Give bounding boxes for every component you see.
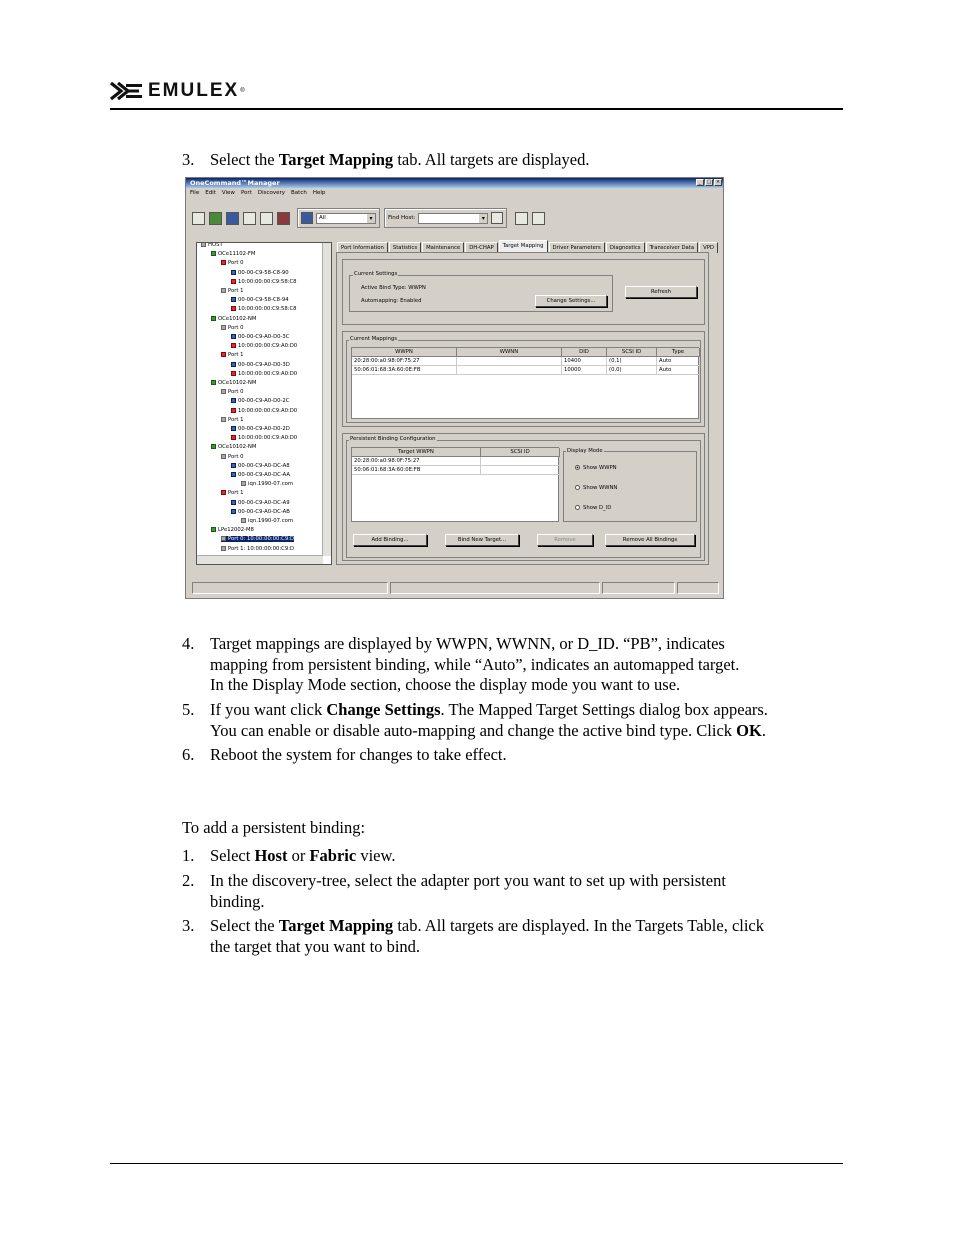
tree-node[interactable] [231,398,290,404]
step-number: 3. [182,916,195,935]
table-cell[interactable]: 10400 [562,357,607,366]
tree-node-label: Port 1: 10:00:00:00:C9:D [228,545,295,552]
tree-node-label: 00-00-C9-A0-DC-A9 [238,499,290,506]
tree-node-label: Port 0: 10:00:00:00:C9:D [228,536,295,543]
emulex-logo-icon [110,81,144,101]
tree-node-icon [241,518,246,523]
step-number: 6. [182,745,195,764]
header-rule [110,108,843,110]
column-header-type[interactable]: Type [657,348,700,357]
status-pane [677,582,719,594]
tree-node[interactable] [221,352,244,358]
radio-selected-icon[interactable] [575,465,580,470]
tree-node-icon [231,270,236,275]
tree-node-icon [221,325,226,330]
fabric-view-icon[interactable] [209,212,222,225]
persistent-binding-table [351,447,559,522]
tree-node-label: Port 0 [228,260,244,267]
toolbar [192,208,545,228]
tree-node-icon [221,417,226,422]
brand-name: EMULEX [148,80,240,101]
tree-node-label: iqn.1990-07.com [248,481,294,488]
tree-node[interactable] [241,518,293,524]
tree-node[interactable] [221,260,244,266]
table-cell[interactable] [457,366,562,375]
column-header-did[interactable]: DID [562,348,607,357]
menu-edit[interactable]: Edit [205,190,216,196]
tree-node[interactable] [221,389,244,395]
window-titlebar [186,178,723,188]
bind-type-label: Active Bind Type: WWPN [361,285,426,291]
tree-node[interactable] [241,481,293,487]
persistent-binding-title: Persistent Binding Configuration [350,436,436,442]
tree-node-label: 10:00:00:00:C9:A0:D0 [238,370,298,377]
step-number: 5. [182,700,195,719]
refresh-button[interactable]: Refresh [625,286,697,298]
tree-node-label: OCe10102-NM [218,315,257,322]
refresh-icon[interactable] [515,212,528,225]
minimize-button[interactable]: _ [696,179,704,186]
tree-node[interactable] [231,408,297,414]
tree-node-icon [221,260,226,265]
maximize-button[interactable]: □ [706,179,712,185]
filter-select[interactable]: All ▾ [316,213,376,224]
remove-all-bindings-button[interactable]: Remove All Bindings [605,534,695,546]
tree-node-label: 10:00:00:00:C9:A0:D0 [238,407,298,414]
step-number: 2. [182,871,195,890]
table-cell[interactable]: 20:28:00:a0:98:0F:75:27 [352,357,457,366]
tree-node[interactable] [231,306,297,312]
tree-node[interactable] [231,435,297,441]
menu-discovery[interactable]: Discovery [257,190,286,196]
discovery-icon[interactable] [260,212,273,225]
tab-driver-parameters[interactable]: Driver Parameters [549,242,605,253]
remove-button[interactable]: Remove [537,534,593,546]
tree-node[interactable] [221,536,294,542]
current-mappings-title: Current Mappings [350,336,398,342]
tab-dh-chap[interactable]: DH-CHAP [465,242,497,253]
tree-node-label: 10:00:00:00:C9:A0:D0 [238,343,298,350]
close-button[interactable]: × [715,179,721,185]
tree-node-icon [221,288,226,293]
intro-text: To add a persistent binding: [182,818,366,837]
tree-node-label: HOST [208,242,223,248]
tree-node-icon [231,371,236,376]
radio-show-wwpn[interactable]: Show WWPN [575,465,617,471]
tree-node-icon [211,251,216,256]
tree-node[interactable] [221,454,244,460]
tree-node-icon [231,343,236,348]
tree-node-icon [201,242,206,247]
tree-node-label: 00-00-C9-A0-DC-AB [238,508,290,515]
tree-node-icon [221,490,226,495]
tree-node-icon [221,454,226,459]
display-mode-title: Display Mode [567,448,603,454]
tree-node-icon [221,546,226,551]
virtual-ports-icon[interactable] [226,212,239,225]
tree-node[interactable] [231,343,297,349]
emulex-logo [110,80,245,102]
tree-node[interactable] [211,251,256,257]
menu-file[interactable]: File [190,190,200,196]
column-header-scsi-id[interactable]: SCSI ID [481,448,560,457]
status-pane [192,582,388,594]
tree-node[interactable] [231,509,290,515]
step-text: Target mappings are displayed by WWPN, WWNN, or D_ID. “PB”, indicates mapping from persistent binding, while “Auto”, indicates an automapped target. In the Display Mode section, choose the display mode you want to use. [210,634,740,694]
menu-help[interactable]: Help [312,190,326,196]
table-cell[interactable]: 10000 [562,366,607,375]
tree-node[interactable] [221,490,244,496]
tree-node[interactable] [221,417,244,423]
tab-port-information[interactable]: Port Information [337,242,388,253]
tree-node-icon [211,316,216,321]
find-host-group [384,208,507,228]
tree-node-icon [211,527,216,532]
current-settings-title: Current Settings [354,271,398,277]
driver-icon[interactable] [243,212,256,225]
tree-node[interactable] [201,242,223,248]
tree-node-icon [231,297,236,302]
step-text: Select the Target Mapping tab. All targets are displayed. [210,150,590,169]
radio-icon[interactable] [575,485,580,490]
tree-node[interactable] [231,500,290,506]
tree-node-icon [231,334,236,339]
tree-node[interactable] [231,472,290,478]
tree-node-icon [221,389,226,394]
table-cell[interactable] [481,466,560,475]
tree-node-label: OCe10102-NM [218,444,257,451]
tree-node-icon [231,500,236,505]
tab-transceiver-data[interactable]: Transceiver Data [646,242,699,253]
tree-node-label: 10:00:00:00:C9:58:C8 [238,278,297,285]
add-binding-button[interactable]: Add Binding... [353,534,427,546]
tree-node-icon [241,481,246,486]
tree-node[interactable] [221,325,244,331]
tree-node-label: 10:00:00:00:C9:58:C8 [238,306,297,313]
status-pane [602,582,675,594]
tree-node[interactable] [231,362,290,368]
tab-diagnostics[interactable]: Diagnostics [606,242,645,253]
tab-vpd[interactable]: VPD [699,242,718,253]
table-cell[interactable]: 50:06:01:68:3A:60:0E:FB [352,466,481,475]
step-text: Select the Target Mapping tab. All targets are displayed. In the Targets Table, click the target that you want to bind. [210,916,765,956]
bind-new-target-button[interactable]: Bind New Target... [445,534,519,546]
tree-node[interactable] [211,444,256,450]
tree-node[interactable] [221,546,294,552]
tree-node-label: Port 1 [228,416,244,423]
tree-node[interactable] [221,288,244,294]
tree-node[interactable] [231,463,290,469]
step-number: 1. [182,846,195,865]
window-title: OneCommand™Manager [190,179,280,187]
tree-node[interactable] [211,316,256,322]
tree-node-label: OCe11102-FM [218,251,256,258]
tree-node-label: Port 0 [228,453,244,460]
column-header-wwpn[interactable]: WWPN [352,348,457,357]
tree-node-label: 00-00-C9-A0-D0-3D [238,361,290,368]
tree-node-icon [231,279,236,284]
tree-node-icon [231,362,236,367]
automapping-label: Automapping: Enabled [361,298,422,304]
radio-icon[interactable] [575,505,580,510]
tree-node-label: 00-00-C9-A0-DC-AA [238,472,291,478]
tree-node-label: Port 0 [228,324,244,331]
tree-node[interactable] [231,279,297,285]
tree-node-icon [221,352,226,357]
tree-node-icon [231,472,236,477]
tree-node-label: 00-00-C9-A0-D0-2C [238,398,290,405]
step-number: 4. [182,634,195,653]
table-cell[interactable]: (0,1) [607,357,657,366]
tree-node-label: OCe10102-NM [218,380,257,386]
tree-node[interactable] [231,426,290,432]
step-text: Select Host or Fabric view. [210,846,396,865]
tab-target-mapping[interactable]: Target Mapping [499,240,548,253]
tree-node[interactable] [231,334,290,340]
tree-node[interactable] [231,270,289,276]
tree-node-label: 00-00-C9-A0-DC-A8 [238,462,290,469]
tree-node-label: 10:00:00:00:C9:A0:D0 [238,435,298,442]
tree-node-icon [231,509,236,514]
find-search-icon[interactable] [491,212,503,224]
menu-batch[interactable]: Batch [291,190,307,196]
menu-view[interactable]: View [221,190,235,196]
tree-node-label: 00-00-C9-58-C8-90 [238,269,289,276]
radio-show-wwnn[interactable]: Show WWNN [575,485,617,491]
table-cell[interactable] [457,357,562,366]
table-cell[interactable]: 50:06:01:68:3A:60:0E:FB [352,366,457,375]
onecommand-manager-screenshot [185,177,724,599]
filter-icon[interactable] [301,212,313,224]
step-text: If you want click Change Settings. The Mapped Target Settings dialog box appears. You can enable or disable auto-mapping and change the active bind type. Click OK. [210,700,768,740]
footer-rule [110,1163,843,1164]
tree-node[interactable] [211,380,256,386]
table-cell[interactable]: Auto [657,366,700,375]
tree-node-icon [231,463,236,468]
table-cell[interactable]: (0,0) [607,366,657,375]
change-settings-button[interactable]: Change Settings... [535,295,607,307]
tree-node[interactable] [231,371,297,377]
help-icon[interactable] [532,212,545,225]
tree-node-icon [231,408,236,413]
tree-node[interactable] [211,527,254,533]
tree-node-icon [211,380,216,385]
tree-node[interactable] [231,297,289,303]
current-mappings-table [351,347,699,419]
host-view-icon[interactable] [192,212,205,225]
tree-node-icon [211,444,216,449]
menu-port[interactable]: Port [240,190,252,196]
table-cell[interactable]: 20:28:00:a0:98:0F:75:27 [352,457,481,466]
status-bar [192,582,719,594]
step-text: Reboot the system for changes to take effect. [210,745,507,764]
status-pane [390,582,600,594]
page-header [110,78,843,110]
tab-maintenance[interactable]: Maintenance [422,242,464,253]
tree-node-label: 00-00-C9-58-C8-94 [238,297,289,304]
column-header-target-wwpn[interactable]: Target WWPN [352,448,481,457]
reset-icon[interactable] [277,212,290,225]
tree-node-label: Port 1 [228,490,244,497]
trademark: ® [240,88,245,94]
table-cell[interactable] [481,457,560,466]
column-header-wwnn[interactable]: WWNN [457,348,562,357]
tree-node-label: LPe12002-M8 [218,527,254,534]
tree-vertical-scrollbar[interactable] [322,243,331,556]
tree-node-label: Port 1 [228,352,244,359]
radio-show-did[interactable]: Show D_ID [575,505,611,511]
tree-node-icon [231,435,236,440]
step-number: 3. [182,150,195,169]
menu-bar [190,190,325,196]
tree-node-label: Port 1 [228,288,244,294]
target-mapping-panel [336,252,709,565]
tab-statistics[interactable]: Statistics [389,242,421,253]
table-cell[interactable]: Auto [657,357,700,366]
column-header-scsi-id[interactable]: SCSI ID [607,348,657,357]
find-host-label: Find Host: [388,215,416,221]
filter-group [297,208,380,228]
tree-node-label: Port 0 [228,389,244,396]
discovery-tree[interactable] [196,242,332,565]
find-host-input[interactable] [418,213,488,224]
tree-node-label: 00-00-C9-A0-D0-2D [238,426,290,432]
tree-horizontal-scrollbar[interactable] [197,555,323,564]
tree-node-icon [221,536,226,541]
tree-node-label: 00-00-C9-A0-D0-3C [238,334,290,340]
step-text: In the discovery-tree, select the adapter port you want to set up with persistent binding. [210,871,726,911]
tree-node-icon [231,398,236,403]
tree-node-icon [231,306,236,311]
tree-node-icon [231,426,236,431]
tree-node-label: iqn.1990-07.com [248,518,294,524]
